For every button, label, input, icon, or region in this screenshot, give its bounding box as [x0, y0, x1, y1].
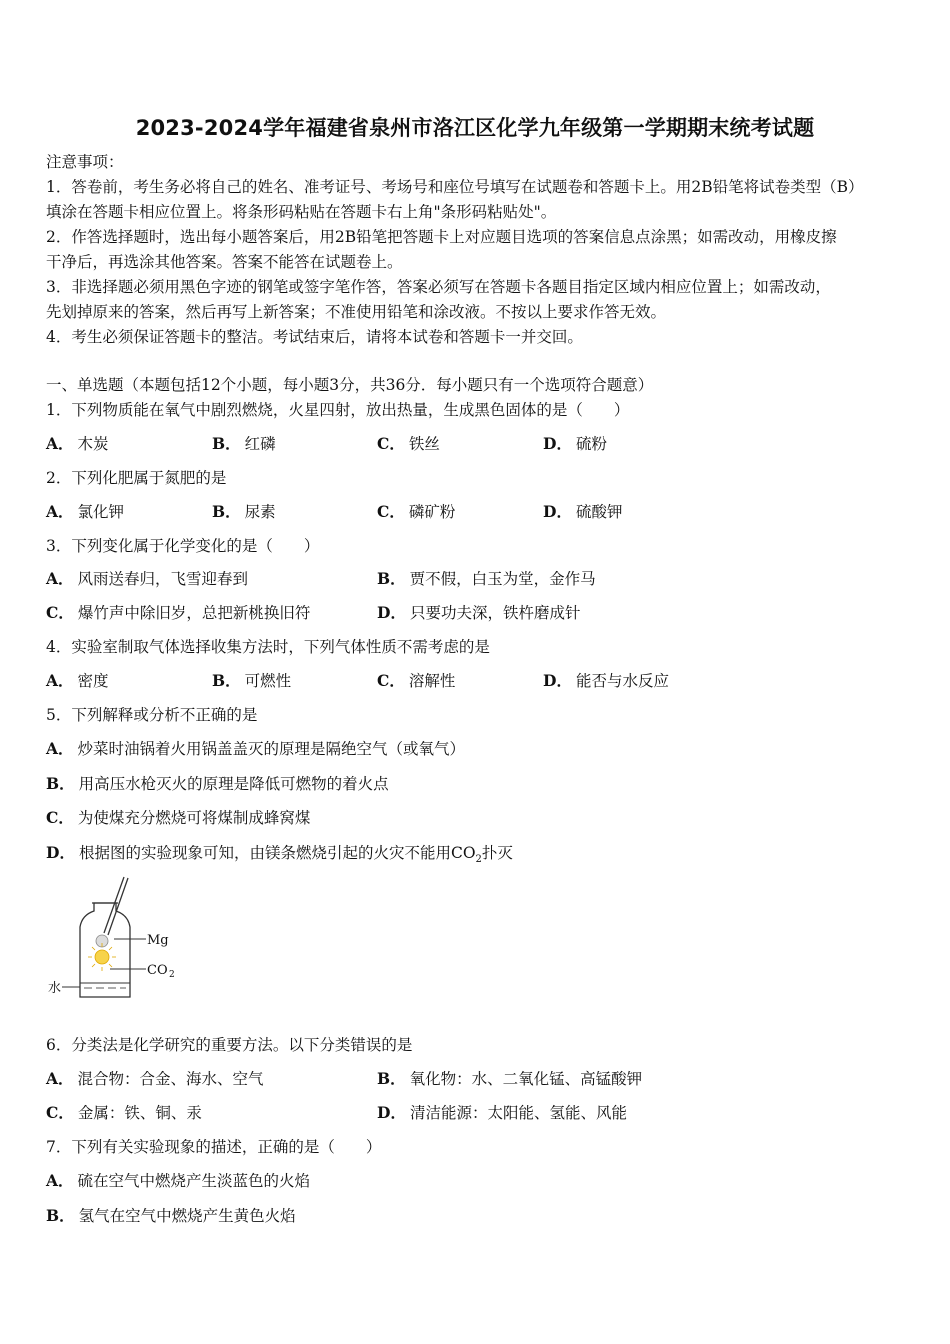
- q4-option-d: [543, 671, 669, 691]
- q5-option-a: [46, 739, 465, 759]
- q2-option-a: [46, 502, 124, 522]
- option-text: 溶解性: [408, 672, 456, 690]
- option-text: 清洁能源：太阳能、氢能、风能: [409, 1104, 627, 1122]
- option-letter: D．: [543, 502, 572, 521]
- q4-option-b: [212, 671, 291, 691]
- option-text: 木炭: [77, 435, 109, 453]
- option-text: 为使煤充分燃烧可将煤制成蜂窝煤: [77, 809, 311, 827]
- option-letter: B．: [212, 434, 241, 453]
- option-letter: C．: [46, 1103, 74, 1122]
- option-letter: A．: [46, 1171, 74, 1190]
- option-text: 硫粉: [575, 435, 607, 453]
- q2-option-c: [377, 502, 455, 522]
- option-letter: A．: [46, 434, 74, 453]
- notice-line: 先划掉原来的答案，然后再写上新答案；不准使用铅笔和涂改液。不按以上要求作答无效。: [46, 303, 667, 321]
- flame-icon: [95, 950, 109, 964]
- tongs-line: [108, 878, 128, 935]
- q7-option-b: [46, 1206, 296, 1226]
- option-letter: D．: [543, 671, 572, 690]
- experiment-diagram: [46, 875, 186, 1005]
- q6-option-a: [46, 1069, 264, 1089]
- section-heading: 一、单选题（本题包括12个小题，每小题3分，共36分．每小题只有一个选项符合题意）: [46, 376, 654, 394]
- co2-label-subscript: 2: [169, 970, 175, 980]
- option-text: 氢气在空气中燃烧产生黄色火焰: [78, 1207, 296, 1225]
- option-text: 贾不假，白玉为堂，金作马: [409, 570, 596, 588]
- option-text: 只要功夫深，铁杵磨成针: [409, 604, 581, 622]
- q1-option-c: [377, 434, 440, 454]
- q1-option-d: [543, 434, 607, 454]
- option-letter: A．: [46, 502, 74, 521]
- question-3-stem: 3．下列变化属于化学变化的是（ ）: [46, 537, 320, 555]
- q4-option-c: [377, 671, 455, 691]
- notice-line: 1．答卷前，考生务必将自己的姓名、准考证号、考场号和座位号填写在试题卷和答题卡上。用2B铅笔将试卷类型（B）: [46, 178, 864, 196]
- option-text: 红磷: [244, 435, 276, 453]
- option-letter: D．: [377, 603, 406, 622]
- mg-label: Mg: [147, 933, 169, 948]
- option-letter: B．: [212, 502, 241, 521]
- q1-option-a: [46, 434, 109, 454]
- option-text: 用高压水枪灭火的原理是降低可燃物的着火点: [78, 775, 389, 793]
- option-letter: A．: [46, 739, 74, 758]
- option-letter: C．: [377, 671, 405, 690]
- option-text: 硫在空气中燃烧产生淡蓝色的火焰: [77, 1172, 311, 1190]
- q6-option-c: [46, 1103, 202, 1123]
- option-text: 铁丝: [408, 435, 440, 453]
- option-text: 尿素: [244, 503, 276, 521]
- question-2-stem: 2．下列化肥属于氮肥的是: [46, 469, 227, 487]
- option-letter: D．: [543, 434, 572, 453]
- option-letter: B．: [46, 1206, 75, 1225]
- option-letter: B．: [46, 774, 75, 793]
- option-text: 硫酸钾: [575, 503, 623, 521]
- q3-option-a: [46, 569, 248, 589]
- option-text: 爆竹声中除旧岁，总把新桃换旧符: [77, 604, 311, 622]
- option-letter: B．: [377, 1069, 406, 1088]
- page-title: 2023-2024学年福建省泉州市洛江区化学九年级第一学期期末统考试题: [135, 116, 815, 140]
- option-text: 氧化物：水、二氧化锰、高锰酸钾: [409, 1070, 643, 1088]
- option-text: 风雨送春归，飞雪迎春到: [77, 570, 249, 588]
- question-1-stem: 1．下列物质能在氧气中剧烈燃烧，火星四射，放出热量，生成黑色固体的是（ ）: [46, 401, 630, 419]
- question-6-stem: 6．分类法是化学研究的重要方法。以下分类错误的是: [46, 1036, 413, 1054]
- notice-line: 2．作答选择题时，选出每小题答案后，用2B铅笔把答题卡上对应题目选项的答案信息点涂黑；如需改动，用橡皮擦: [46, 228, 837, 246]
- q5-option-c: [46, 808, 310, 828]
- option-text: 密度: [77, 672, 109, 690]
- option-text: 磷矿粉: [408, 503, 456, 521]
- q4-option-a: [46, 671, 109, 691]
- notice-heading: 注意事项：: [46, 153, 124, 171]
- option-text: 炒菜时油锅着火用锅盖盖灭的原理是隔绝空气（或氧气）: [77, 740, 466, 758]
- co2-label: CO: [147, 963, 168, 978]
- q5-option-d: [46, 843, 513, 870]
- option-letter: A．: [46, 1069, 74, 1088]
- option-letter: C．: [377, 434, 405, 453]
- notice-line: 3．非选择题必须用黑色字迹的钢笔或签字笔作答，答案必须写在答题卡各题目指定区域内相应位置上；如需改动，: [46, 278, 831, 296]
- co2-subscript: 2: [475, 854, 482, 866]
- notice-line: 4．考生必须保证答题卡的整洁。考试结束后，请将本试卷和答题卡一并交回。: [46, 328, 583, 346]
- option-text: 混合物：合金、海水、空气: [77, 1070, 264, 1088]
- q2-option-d: [543, 502, 622, 522]
- question-7-stem: 7．下列有关实验现象的描述，正确的是（ ）: [46, 1138, 382, 1156]
- option-letter: B．: [212, 671, 241, 690]
- option-letter: C．: [377, 502, 405, 521]
- option-text: 能否与水反应: [575, 672, 669, 690]
- option-letter: A．: [46, 671, 74, 690]
- option-text: 金属：铁、铜、汞: [77, 1104, 202, 1122]
- notice-line: 填涂在答题卡相应位置上。将条形码粘贴在答题卡右上角"条形码粘贴处"。: [46, 203, 557, 221]
- q3-option-c: [46, 603, 310, 623]
- option-letter: A．: [46, 569, 74, 588]
- option-text: 可燃性: [244, 672, 292, 690]
- option-text: 根据图的实验现象可知，由镁条燃烧引起的火灾不能用CO: [78, 844, 476, 862]
- water-label: 水: [48, 981, 62, 996]
- q3-option-d: [377, 603, 580, 623]
- option-letter: C．: [46, 603, 74, 622]
- question-4-stem: 4．实验室制取气体选择收集方法时，下列气体性质不需考虑的是: [46, 638, 490, 656]
- option-letter: B．: [377, 569, 406, 588]
- q7-option-a: [46, 1171, 310, 1191]
- q6-option-b: [377, 1069, 642, 1089]
- q3-option-b: [377, 569, 596, 589]
- option-letter: D．: [377, 1103, 406, 1122]
- q5-option-b: [46, 774, 389, 794]
- tongs-line: [104, 877, 124, 933]
- q2-option-b: [212, 502, 276, 522]
- q1-option-b: [212, 434, 276, 454]
- question-5-stem: 5．下列解释或分析不正确的是: [46, 706, 258, 724]
- q6-option-d: [377, 1103, 627, 1123]
- option-text: 氯化钾: [77, 503, 125, 521]
- notice-line: 干净后，再选涂其他答案。答案不能答在试题卷上。: [46, 253, 403, 271]
- mg-co2-experiment-figure: [46, 875, 186, 1005]
- option-letter: D．: [46, 843, 75, 862]
- option-letter: C．: [46, 808, 74, 827]
- option-text-tail: 扑灭: [481, 844, 513, 862]
